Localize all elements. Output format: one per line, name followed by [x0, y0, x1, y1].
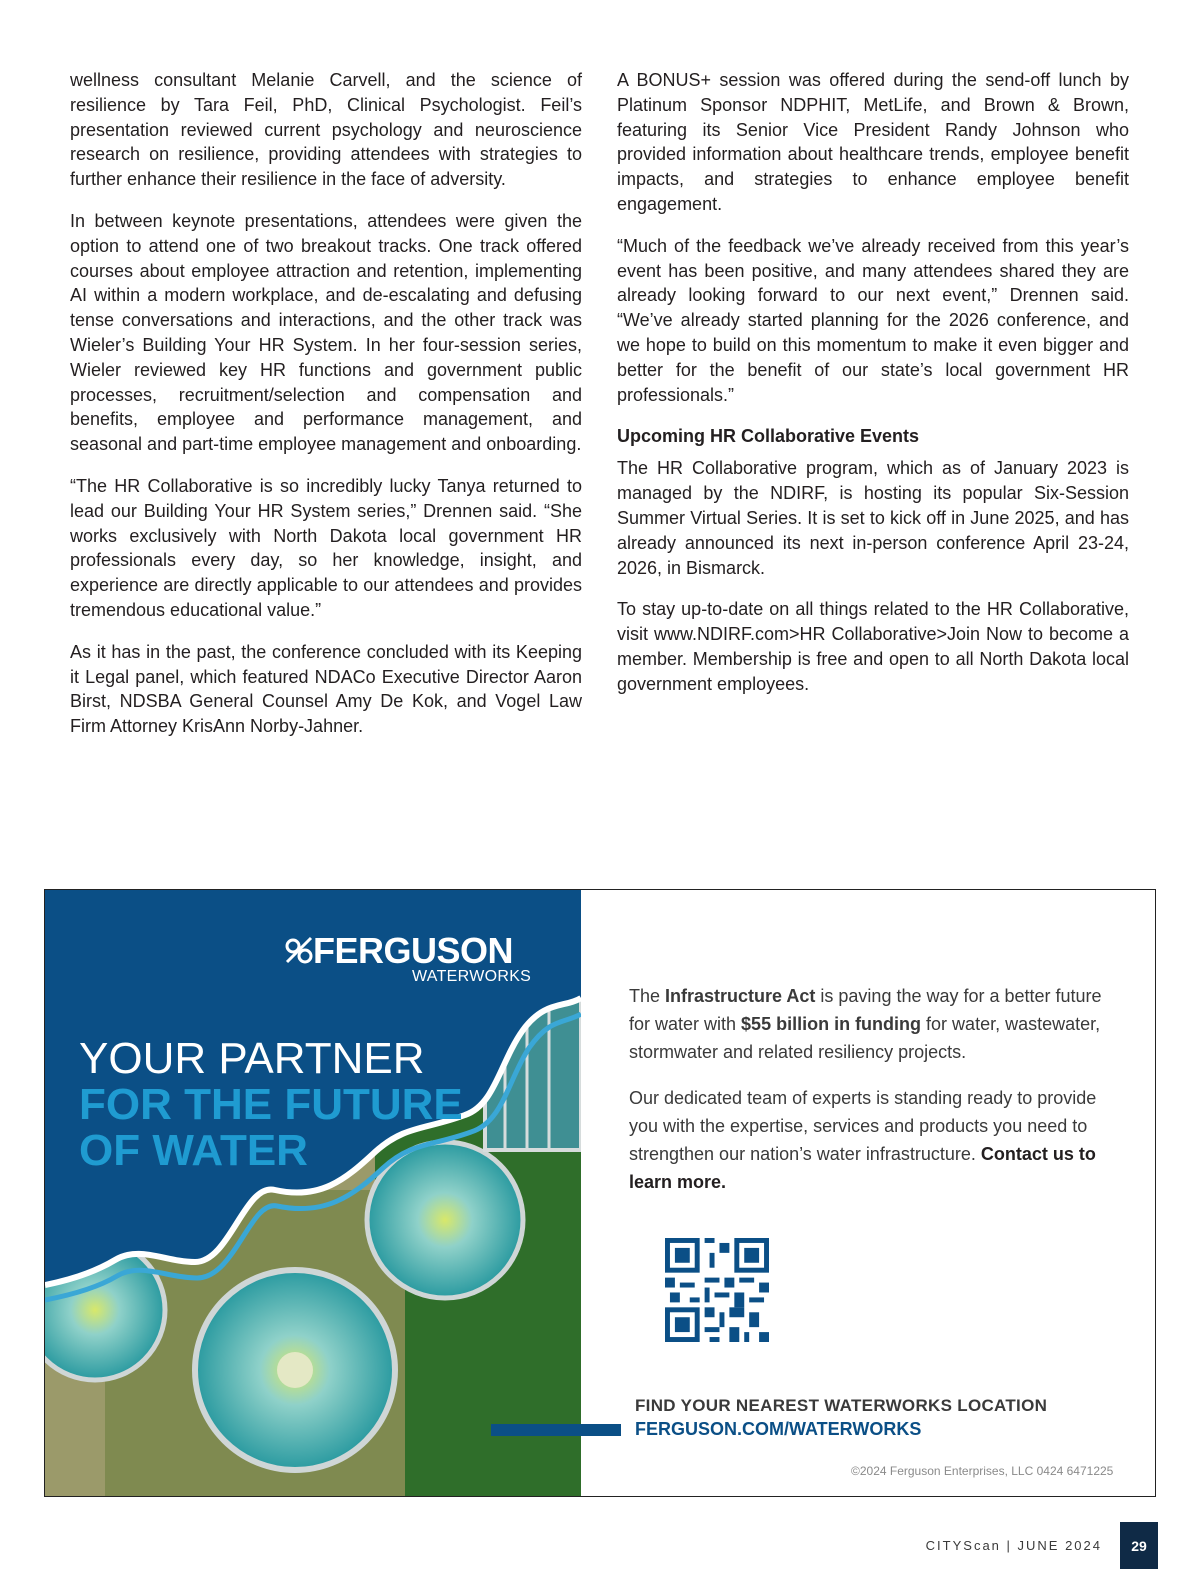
ad-copyright: ©2024 Ferguson Enterprises, LLC 0424 6471225: [851, 1464, 1114, 1478]
ad-copy-panel: [629, 890, 1129, 1496]
article-paragraph: In between keynote presentations, attendees were given the option to attend one of two breakout tracks. One track offered courses about employee attraction and retention, implementing AI within a modern workplace, and de-escalating and defusing tense conversations and interactions, and the other track was Wieler’s Building Your HR System. In her four-session series, Wieler reviewed key HR functions and government public processes, recruitment/selection and compensation and benefits, employee and performance management, and seasonal and part-time employee management and onboarding.: [70, 210, 582, 455]
page-footer: [926, 1522, 1200, 1569]
article-paragraph: wellness consultant Melanie Carvell, and the science of resilience by Tara Feil, PhD, Clinical Psychologist. Feil’s presentation reviewed current psychology and neuroscience research on resilience, providing attendees with strategies to further enhance their resilience in the face of adversity.: [70, 70, 582, 190]
find-location-label: FIND YOUR NEAREST WATERWORKS LOCATION: [635, 1396, 1048, 1415]
ad-headline-line: YOUR PARTNER: [79, 1034, 425, 1083]
ad-text: Our dedicated team of experts is standing ready to provide you with the expertise, services and products you need to strengthen our nation’s water infrastructure.: [629, 1088, 1097, 1164]
article-paragraph: As it has in the past, the conference concluded with its Keeping it Legal panel, which featured NDACo Executive Director Aaron Birst, NDSBA General Counsel Amy De Kok, and Vogel Law Firm Attorney KrisAnn Norby-Jahner.: [70, 641, 582, 737]
publication-label: CITYScan | JUNE 2024: [925, 1538, 1102, 1553]
qr-code[interactable]: [665, 1238, 769, 1342]
page-number: 29: [1120, 1522, 1158, 1569]
brand-logo-text: FERGUSON: [313, 930, 514, 971]
ad-text: The: [629, 986, 666, 1006]
section-subheading: Upcoming HR Collaborative Events: [617, 426, 920, 447]
ad-body-paragraph: [629, 1084, 1119, 1196]
contact-cta[interactable]: Contact us to learn more.: [629, 1144, 1096, 1192]
clarifier-tank-large: [195, 1270, 395, 1470]
article-paragraph: The HR Collaborative program, which as of January 2023 is managed by the NDIRF, is hosting its popular Six-Session Summer Virtual Series. It is set to kick off in June 2025, and has already announced its next in-person conference April 23-24, 2026, in Bismarck.: [617, 458, 1129, 578]
ad-text: is paving the way for a better future for water with: [629, 986, 1102, 1034]
ad-headline: [79, 1036, 463, 1174]
ad-text-bold: Infrastructure Act: [665, 986, 816, 1006]
ferguson-advertisement[interactable]: [44, 889, 1156, 1497]
accent-bar: [491, 1424, 621, 1436]
article-paragraph: “The HR Collaborative is so incredibly lucky Tanya returned to lead our Building Your HR System series,” Drennen said. “She works exclusively with North Dakota local government HR professionals every day, so her knowledge, insight, and experience are directly applicable to our attendees and provides tremendous educational value.”: [70, 475, 582, 620]
ad-body-paragraph: [629, 982, 1119, 1066]
article-paragraph: A BONUS+ session was offered during the send-off lunch by Platinum Sponsor NDPHIT, MetLife, and Brown & Brown, featuring its Senior Vice President Randy Johnson who provided information about healthcare trends, employee benefit impacts, and strategies to enhance employee benefit engagement.: [617, 70, 1129, 214]
ad-text-bold: $55 billion in funding: [741, 1014, 922, 1034]
article-paragraph: “Much of the feedback we’ve already received from this year’s event has been positive, and many attendees shared they are already looking forward to our next event,” Drennen said. “We’ve already started planning for the 2026 conference, and we hope to build on this momentum to make it even bigger and better for the benefit of our state’s local government HR professionals.”: [617, 235, 1129, 405]
article-column-left: [70, 68, 582, 756]
ferguson-url-link[interactable]: FERGUSON.COM/WATERWORKS: [635, 1419, 922, 1439]
ad-headline-line: OF WATER: [79, 1126, 308, 1175]
ad-headline-line: FOR THE FUTURE: [79, 1080, 463, 1129]
article-column-right: [617, 68, 1129, 714]
ad-text: for water, wastewater, stormwater and related resiliency projects.: [629, 1014, 1101, 1062]
ad-image-panel: [45, 890, 581, 1496]
brand-logo-subtext: WATERWORKS: [412, 968, 532, 985]
article-paragraph: To stay up-to-date on all things related to the HR Collaborative, visit www.NDIRF.com>HR Collaborative>Join Now to become a member. Membership is free and open to all North Dakota local government employees.: [617, 599, 1129, 694]
